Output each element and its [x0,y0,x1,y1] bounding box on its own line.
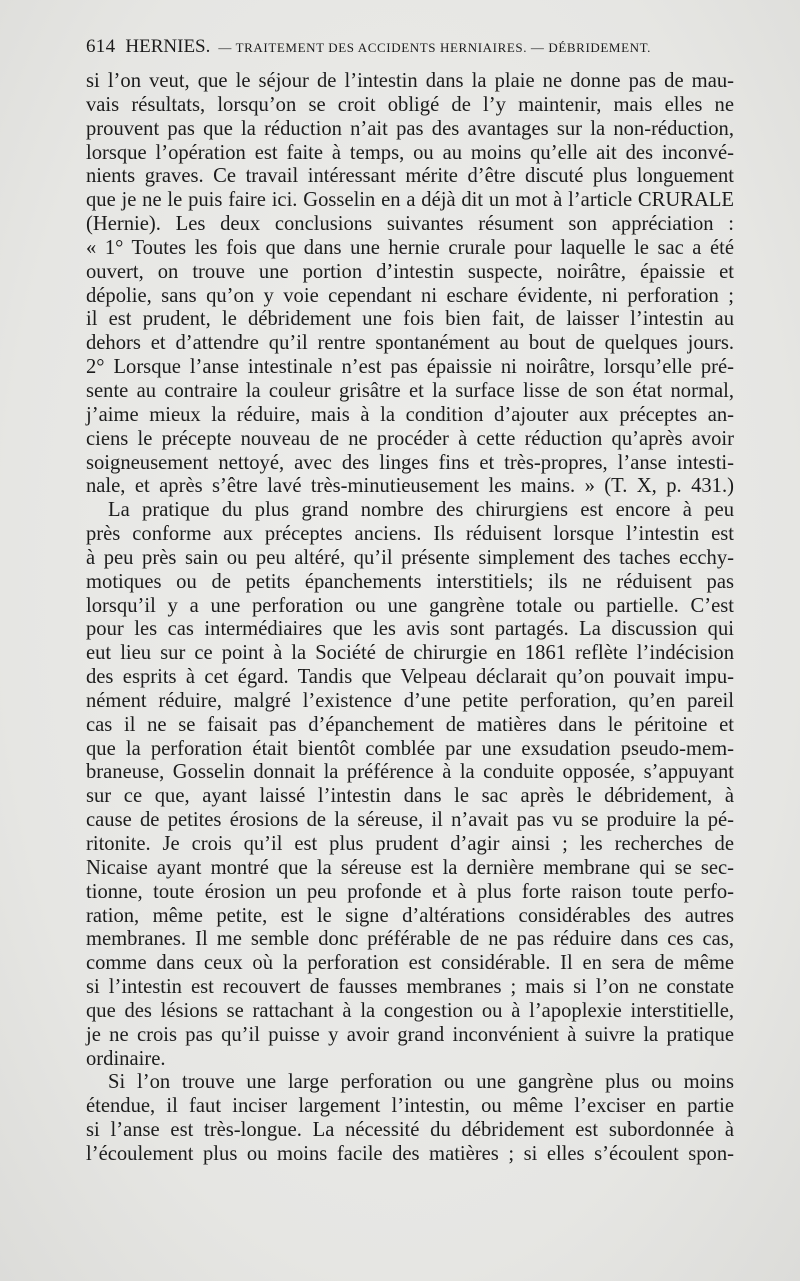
text-line: (Hernie). Les deux conclusions suivantes résument son appréciation : [86,213,734,236]
text-line: lorsque l’opération est faite à temps, ou au moins qu’elle ait des inconvé- [86,141,734,164]
text-line: pour les cas intermédiaires que les avis sont partagés. La discussion qui [86,618,734,641]
text-line: nément réduire, malgré l’existence d’une petite perforation, qu’en pareil [86,689,734,712]
text-line: étendue, il faut inciser largement l’intestin, ou même l’exciser en partie [86,1095,734,1118]
text-line: motiques ou de petits épanchements interstitiels; ils ne réduisent pas [86,570,734,593]
text-line: vais résultats, lorsqu’on se croit obligé de l’y maintenir, mais elles ne [86,93,734,116]
text-line: membranes. Il me semble donc préférable de ne pas réduire dans ces cas, [86,928,734,951]
text-line: que je ne le puis faire ici. Gosselin en a déjà dit un mot à l’article CRURALE [86,189,734,212]
text-line: tionne, toute érosion un peu profonde et à plus forte raison toute perfo- [86,880,734,903]
text-line: nients graves. Ce travail intéressant mérite d’être discuté plus longuement [86,165,734,188]
text-line: que des lésions se rattachant à la congestion ou à l’apoplexie interstitielle, [86,999,734,1022]
text-line: si l’anse est très-longue. La nécessité du débridement est subordonnée à [86,1119,734,1142]
text-line: des esprits à cet égard. Tandis que Velpeau déclarait qu’on pouvait impu- [86,666,734,689]
text-line: nale, et après s’être lavé très-minutieusement les mains. » (T. X, p. 431.) [86,475,734,498]
running-title: — TRAITEMENT DES ACCIDENTS HERNIAIRES. — DÉBRIDEMENT. [218,40,652,55]
text-line: je ne crois pas qu’il puisse y avoir grand inconvénient à suivre la pratique [86,1023,734,1046]
text-line: dépolie, sans qu’on y voie cependant ni eschare évidente, ni perforation ; [86,284,734,307]
text-line: La pratique du plus grand nombre des chirurgiens est encore à peu [108,499,734,522]
text-line: cas il ne se faisait pas d’épanchement de matières dans le péritoine et [86,713,734,736]
text-line: j’aime mieux la réduire, mais à la condition d’ajouter aux préceptes an- [86,403,734,426]
text-line: « 1° Toutes les fois que dans une hernie crurale pour laquelle le sac a été [86,236,734,259]
text-line: prouvent pas que la réduction n’ait pas des avantages sur la non-réduction, [86,117,734,140]
text-line: soigneusement nettoyé, avec des linges fins et très-propres, l’anse intesti- [86,451,734,474]
text-line: braneuse, Gosselin donnait la préférence à la conduite opposée, s’appuyant [86,761,734,784]
text-line: ration, même petite, est le signe d’altérations considérables des autres [86,904,734,927]
text-line: 2° Lorsque l’anse intestinale n’est pas épaissie ni noirâtre, lorsqu’elle pré- [86,356,734,379]
text-line: ciens le précepte nouveau de ne procéder à cette réduction qu’après avoir [86,427,734,450]
text-line: si l’intestin est recouvert de fausses membranes ; mais si l’on ne constate [86,976,734,999]
text-line: comme dans ceux où la perforation est considérable. Il en sera de même [86,952,734,975]
text-line: dehors et d’attendre qu’il rentre spontanément au bout de quelques jours. [86,332,734,355]
section-title: HERNIES. [125,36,211,57]
text-line: si l’on veut, que le séjour de l’intestin dans la plaie ne donne pas de mau- [86,70,734,92]
body-text [86,70,734,1167]
running-header [86,36,736,60]
text-line: Nicaise ayant montré que la séreuse est la dernière membrane qui se sec- [86,856,734,879]
text-line: que la perforation était bientôt comblée par une exsudation pseudo-mem- [86,737,734,760]
text-line: eut lieu sur ce point à la Société de chirurgie en 1861 reflète l’indécision [86,642,734,665]
page-number: 614 [86,36,116,57]
text-line: sur ce que, ayant laissé l’intestin dans le sac après le débridement, à [86,785,734,808]
text-line: l’écoulement plus ou moins facile des matières ; si elles s’écoulent spon- [86,1142,734,1165]
text-line: ordinaire. [86,1047,166,1070]
text-line: ouvert, on trouve une portion d’intestin suspecte, noirâtre, épaissie et [86,260,734,283]
text-line: lorsqu’il y a une perforation ou une gangrène totale ou partielle. C’est [86,594,734,617]
text-line: Si l’on trouve une large perforation ou une gangrène plus ou moins [108,1071,734,1094]
text-line: il est prudent, le débridement une fois bien fait, de laisser l’intestin au [86,308,734,331]
text-line: cause de petites érosions de la séreuse, il n’avait pas vu se produire la pé- [86,809,734,832]
text-line: ritonite. Je crois qu’il est plus prudent d’agir ainsi ; les recherches de [86,833,734,855]
text-line: sente au contraire la couleur grisâtre et la surface lisse de son état normal, [86,379,734,402]
text-line: près conforme aux préceptes anciens. Ils réduisent lorsque l’intestin est [86,523,734,546]
text-line: à peu près sain ou peu altéré, qu’il présente simplement des taches ecchy- [86,546,734,569]
